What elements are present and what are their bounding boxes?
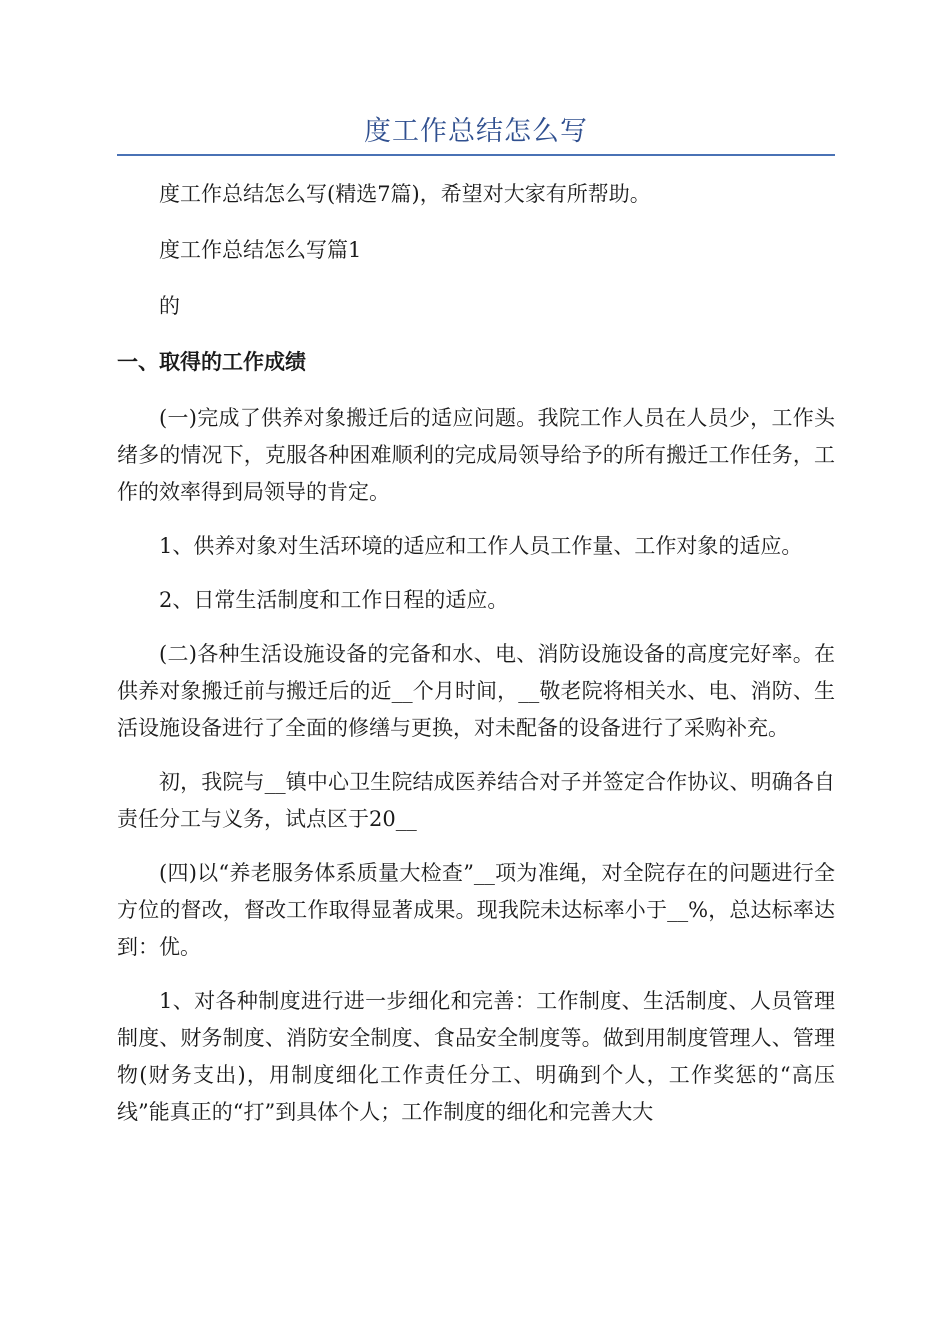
- section-subtitle: 度工作总结怎么写篇1: [159, 238, 362, 262]
- body-paragraph: 1、对各种制度进行进一步细化和完善：工作制度、生活制度、人员管理制度、财务制度、消防安全制度、食品安全制度等。做到用制度管理人、管理物(财务支出)，用制度细化工作责任分工、明确到个人，工作奖惩的“高压线”能真正的“打”到具体个人；工作制度的细化和完善大大: [117, 989, 835, 1124]
- body-paragraph: 2、日常生活制度和工作日程的适应。: [159, 588, 509, 612]
- body-paragraph: 初，我院与__镇中心卫生院结成医养结合对子并签定合作协议、明确各自责任分工与义务，试点区于20__: [117, 770, 835, 831]
- body-paragraph: (四)以“养老服务体系质量大检查”__项为准绳，对全院存在的问题进行全方位的督改，督改工作取得显著成果。现我院未达标率小于__%，总达标率达到：优。: [117, 861, 835, 959]
- intro-paragraph: 度工作总结怎么写(精选7篇)，希望对大家有所帮助。: [159, 182, 651, 206]
- body-paragraph: 1、供养对象对生活环境的适应和工作人员工作量、工作对象的适应。: [159, 534, 803, 558]
- document-body: [117, 176, 835, 1131]
- body-paragraph: 的: [159, 294, 180, 318]
- section-heading: 一、取得的工作成绩: [117, 350, 306, 374]
- title-underline: [117, 154, 835, 156]
- body-paragraph: (一)完成了供养对象搬迁后的适应问题。我院工作人员在人员少，工作头绪多的情况下，克服各种困难顺利的完成局领导给予的所有搬迁工作任务，工作的效率得到局领导的肯定。: [117, 406, 835, 504]
- document-title: 度工作总结怎么写: [364, 116, 588, 147]
- body-paragraph: (二)各种生活设施设备的完备和水、电、消防设施设备的高度完好率。在供养对象搬迁前与搬迁后的近__个月时间，__敬老院将相关水、电、消防、生活设施设备进行了全面的修缮与更换，对未配备的设备进行了采购补充。: [117, 642, 835, 740]
